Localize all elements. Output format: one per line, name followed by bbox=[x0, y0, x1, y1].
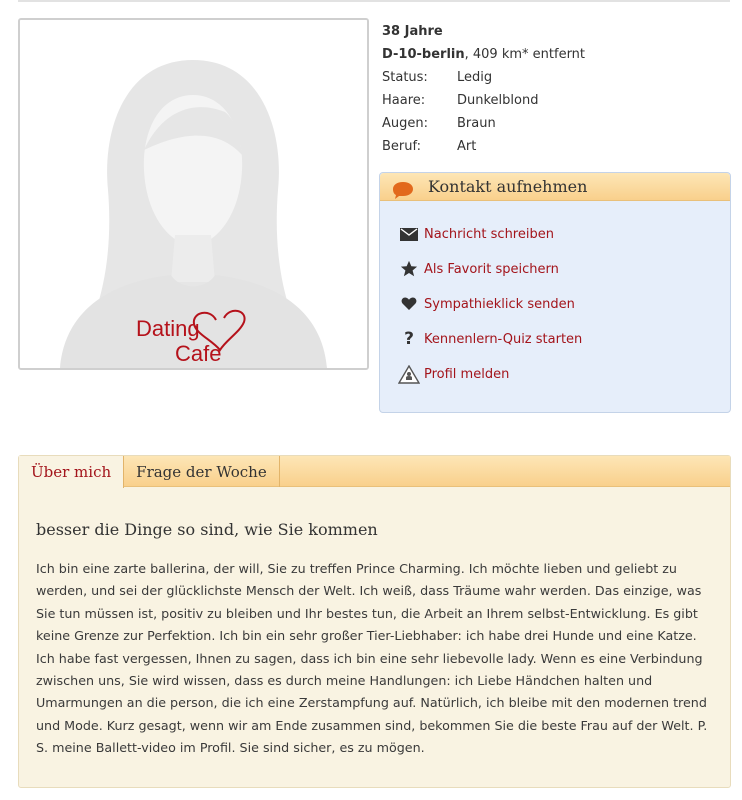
profile-distance: , 409 km* entfernt bbox=[464, 47, 586, 62]
attr-key-eyes: Augen: bbox=[382, 116, 429, 131]
profile-age: 38 Jahre bbox=[382, 24, 443, 39]
report-profile-label: Profil melden bbox=[424, 366, 510, 382]
save-favorite-link[interactable] bbox=[398, 258, 559, 280]
profile-city: D-10-berlin bbox=[382, 47, 465, 62]
warning-icon bbox=[398, 365, 420, 384]
contact-header bbox=[380, 173, 730, 201]
logo-text-line1: Dating bbox=[136, 316, 200, 341]
question-icon: ? bbox=[404, 329, 414, 349]
attr-key-status: Status: bbox=[382, 70, 428, 85]
contact-box bbox=[379, 172, 731, 413]
profile-info bbox=[382, 20, 585, 158]
attr-key-hair: Haare: bbox=[382, 93, 426, 108]
report-profile-link[interactable] bbox=[398, 363, 509, 385]
attr-key-job: Beruf: bbox=[382, 139, 421, 154]
logo-text-line2: Cafe bbox=[175, 341, 222, 366]
contact-title: Kontakt aufnehmen bbox=[428, 177, 588, 196]
tab-about-me[interactable]: Über mich bbox=[19, 456, 124, 488]
about-tabs bbox=[19, 456, 730, 487]
tab-question-of-week[interactable]: Frage der Woche bbox=[124, 456, 280, 487]
sympathy-click-link[interactable] bbox=[398, 293, 575, 315]
female-silhouette-placeholder bbox=[20, 20, 367, 368]
start-quiz-label: Kennenlern-Quiz starten bbox=[424, 331, 583, 347]
attr-value-job: Art bbox=[457, 139, 477, 154]
save-favorite-label: Als Favorit speichern bbox=[424, 261, 559, 277]
about-section bbox=[18, 455, 731, 788]
about-headline: besser die Dinge so sind, wie Sie kommen bbox=[36, 520, 378, 539]
attr-value-status: Ledig bbox=[457, 70, 493, 85]
heart-icon bbox=[398, 297, 420, 311]
attr-value-eyes: Braun bbox=[457, 116, 496, 131]
top-divider bbox=[18, 0, 730, 2]
sympathy-click-label: Sympathieklick senden bbox=[424, 296, 575, 312]
start-quiz-link[interactable] bbox=[398, 328, 582, 350]
about-text: Ich bin eine zarte ballerina, der will, Sie zu treffen Prince Charming. Ich möchte lieben und geliebt zu werden, und sei der glücklichste Mensch der Welt. Ich weiß, dass Träume wahr werden. Das einzige, was Sie tun müssen ist, positiv zu bleiben und Ihr bestes tun, die Arbeit an Ihrem selbst-Entwicklung. Es gibt keine Grenze zur Perfektion. Ich bin ein sehr großer Tier-Liebhaber: ich habe drei Hunde und eine Katze. Ich habe fast vergessen, Ihnen zu sagen, dass ich bin eine sehr liebevolle lady. Wenn es eine Verbindung zwischen uns, Sie wird wissen, dass es durch meine Handlungen: ich Liebe Händchen halten und Umarmungen an die person, die ich eine Zerstampfung auf. Natürlich, ich bleibe mit den modernen trend und Mode. Kurz gesagt, wenn wir am Ende zusammen sind, bekommen Sie die beste Frau auf der Welt. P. S. meine Ballett-video im Profil. Sie sind sicher, es zu mögen. bbox=[36, 561, 708, 756]
send-message-label: Nachricht schreiben bbox=[424, 226, 554, 242]
profile-attributes bbox=[382, 66, 538, 158]
profile-location bbox=[382, 43, 585, 66]
profile-photo[interactable] bbox=[18, 18, 369, 370]
star-icon bbox=[398, 260, 420, 278]
envelope-icon bbox=[398, 228, 420, 241]
speech-bubble-icon bbox=[392, 181, 414, 203]
attr-value-hair: Dunkelblond bbox=[457, 93, 539, 108]
send-message-link[interactable] bbox=[398, 223, 554, 245]
